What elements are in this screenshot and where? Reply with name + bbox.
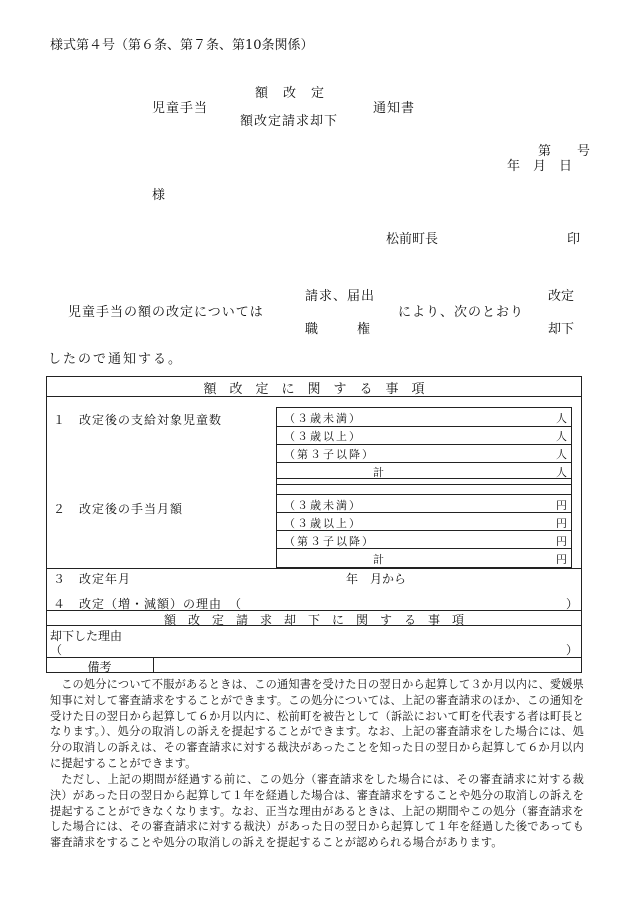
result-amend: 改定 — [548, 289, 575, 304]
amendment-table-header: 額 改 定 に 関 す る 事 項 — [203, 382, 425, 397]
children-row-label: （３歳未満） — [284, 412, 362, 425]
item4-close: ） — [566, 597, 579, 611]
recipient-suffix: 様 — [152, 188, 166, 203]
amount-row-label: （３歳未満） — [284, 499, 362, 512]
rejection-header: 額 改 定 請 求 却 下 に 関 す る 事 項 — [163, 613, 464, 627]
item3-label: ３ 改定年月 — [53, 572, 132, 586]
document-number-line: 第 号 — [538, 144, 591, 159]
notice-paragraph: この処分について不服があるときは、この通知書を受けた日の翌日から起算して３か月以内に、愛媛県知事に対して審査請求をすることができます。この処分については、上記の審査請求のほか、この通知を受けた日の翌日から起算して６か月以内に、松前町を被告として（訴訟において町を代表する者は町長となります。）、処分の取消しの訴えを提起することができます。なお、上記の審査請求をした場合には、処分の取消しの訴えは、その審査請求に対する裁決があったことを知った日の翌日から起算して６か月以内に提起することができます。 — [50, 678, 584, 770]
body-middle: により、次のとおり — [398, 305, 525, 320]
remarks-label: 備考 — [87, 660, 112, 674]
rejection-open: （ — [50, 643, 63, 657]
item4-label: ４ 改定（増・減額）の理由 （ — [53, 597, 243, 611]
title-suffix: 通知書 — [373, 101, 416, 116]
date-line: 年 月 日 — [507, 159, 573, 174]
option-ex-officio-2: 権 — [357, 322, 371, 337]
item1-label: １ 改定後の支給対象児童数 — [53, 413, 223, 427]
children-row-label: （第３子以降） — [284, 448, 375, 461]
item2-label: ２ 改定後の手当月額 — [53, 502, 184, 516]
amount-row-label: （第３子以降） — [284, 535, 375, 548]
children-total-unit: 人 — [556, 466, 567, 479]
children-row-unit: 人 — [556, 412, 567, 425]
option-ex-officio-1: 職 — [305, 322, 319, 337]
body-closing: したので通知する。 — [48, 352, 184, 367]
issuer-name: 松前町長 — [386, 232, 439, 247]
amount-row-unit: 円 — [556, 499, 567, 512]
item3-value: 年 月から — [346, 572, 407, 586]
children-total-label: 計 — [373, 466, 384, 479]
seal-mark: 印 — [567, 232, 581, 247]
form-label: 様式第４号（第６条、第７条、第10条関係） — [50, 38, 314, 53]
rejection-close: ） — [566, 643, 579, 657]
children-row-unit: 人 — [556, 448, 567, 461]
amount-row-unit: 円 — [556, 517, 567, 530]
option-request: 請求、届出 — [305, 289, 376, 304]
children-row-label: （３歳以上） — [284, 430, 362, 443]
title-option-amend: 額 改 定 — [255, 86, 326, 101]
notice-paragraph: ただし、上記の期間が経過する前に、この処分（審査請求をした場合には、その審査請求に対する裁決）があった日の翌日から起算して１年を経過した場合は、審査請求をすることや処分の取消しの訴えを提起することができなくなります。なお、正当な理由があるときは、上記の期間やこの処分（審査請求をした場合には、その審査請求に対する裁決）があった日の翌日から起算して１年を経過した後であっても審査請求をすることや処分の取消しの訴えを提起することが認められる場合があります。 — [50, 773, 584, 850]
amount-row-unit: 円 — [556, 535, 567, 548]
amount-total-unit: 円 — [556, 553, 567, 566]
children-row-unit: 人 — [556, 430, 567, 443]
result-reject: 却下 — [548, 322, 575, 337]
amount-row-label: （３歳以上） — [284, 517, 362, 530]
rejection-reason-label: 却下した理由 — [50, 629, 123, 643]
body-lead: 児童手当の額の改定については — [68, 305, 264, 320]
title-prefix: 児童手当 — [152, 101, 209, 116]
title-option-reject: 額改定請求却下 — [240, 114, 339, 129]
amount-total-label: 計 — [373, 553, 384, 566]
